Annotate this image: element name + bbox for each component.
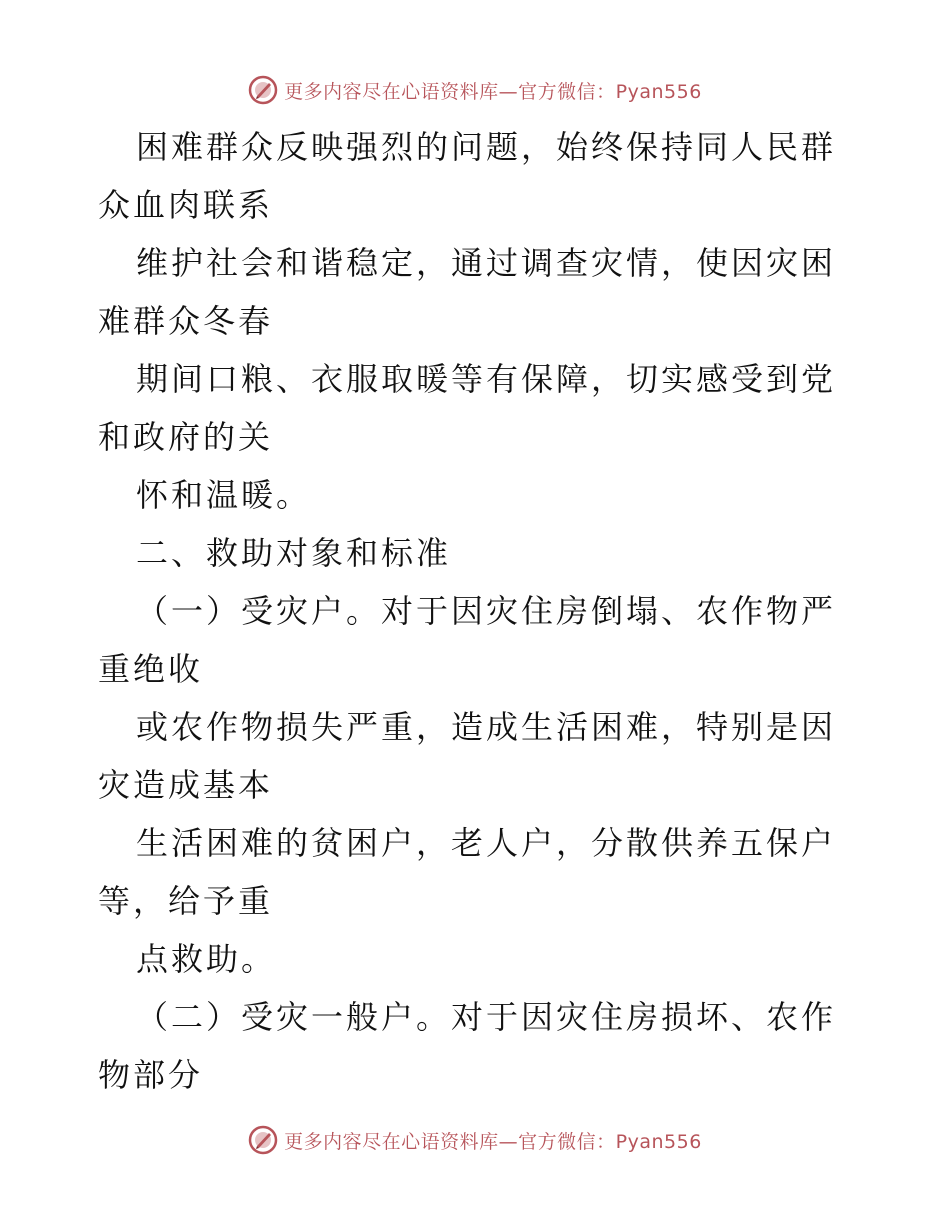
footer-watermark xyxy=(0,1120,950,1160)
watermark-text: 更多内容尽在心语资料库—官方微信：Pyan556 xyxy=(284,80,702,103)
paragraph: 怀和温暖。 xyxy=(136,476,312,514)
document-body xyxy=(98,118,858,1104)
watermark-text: 更多内容尽在心语资料库—官方微信：Pyan556 xyxy=(284,1130,702,1153)
logo-icon xyxy=(248,75,278,105)
paragraph: 或农作物损失严重，造成生活困难，特别是因灾造成基本 xyxy=(98,708,837,804)
logo-icon xyxy=(248,1125,278,1155)
paragraph: 困难群众反映强烈的问题，始终保持同人民群众血肉联系 xyxy=(98,128,837,224)
paragraph: 期间口粮、衣服取暖等有保障，切实感受到党和政府的关 xyxy=(98,360,837,456)
paragraph: （一）受灾户。对于因灾住房倒塌、农作物严重绝收 xyxy=(98,592,837,688)
paragraph: （二）受灾一般户。对于因灾住房损坏、农作物部分 xyxy=(98,998,837,1094)
paragraph: 维护社会和谐稳定，通过调查灾情，使因灾困难群众冬春 xyxy=(98,244,837,340)
paragraph: 点救助。 xyxy=(136,940,277,978)
paragraph: 生活困难的贫困户，老人户，分散供养五保户等，给予重 xyxy=(98,824,837,920)
section-heading: 二、救助对象和标准 xyxy=(136,534,452,572)
header-watermark xyxy=(0,70,950,110)
